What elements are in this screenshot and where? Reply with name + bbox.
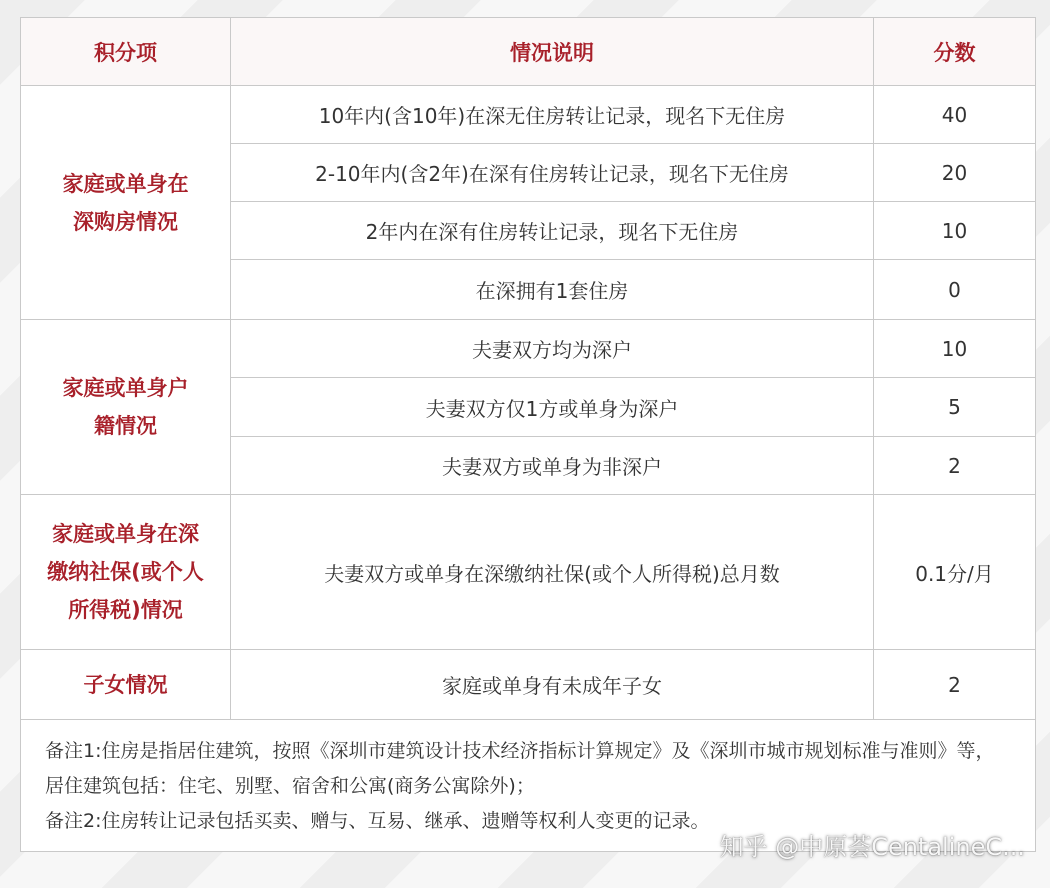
category-line: 籍情况 (94, 414, 157, 438)
row-score: 40 (874, 86, 1036, 144)
category-children (21, 650, 231, 720)
row-score: 0.1分/月 (874, 495, 1036, 650)
row-description: 夫妻双方或单身为非深户 (231, 437, 874, 495)
category-hukou (21, 320, 231, 495)
row-description: 在深拥有1套住房 (231, 260, 874, 320)
row-description: 家庭或单身有未成年子女 (231, 650, 874, 720)
row-score: 5 (874, 378, 1036, 437)
row-score: 2 (874, 650, 1036, 720)
row-description: 夫妻双方仅1方或单身为深户 (231, 378, 874, 437)
row-score: 0 (874, 260, 1036, 320)
row-score: 10 (874, 320, 1036, 378)
table-row (21, 495, 1036, 650)
category-line: 缴纳社保(或个人 (47, 560, 204, 584)
points-table (20, 17, 1036, 852)
row-description: 10年内(含10年)在深无住房转让记录，现名下无住房 (231, 86, 874, 144)
header-description: 情况说明 (231, 18, 874, 86)
table-header-row (21, 18, 1036, 86)
table-row (21, 650, 1036, 720)
category-line: 家庭或单身户 (62, 376, 189, 400)
row-description: 夫妻双方均为深户 (231, 320, 874, 378)
watermark: 知乎 @中原荟CentalineC... (719, 833, 1025, 861)
row-description: 夫妻双方或单身在深缴纳社保(或个人所得税)总月数 (231, 495, 874, 650)
category-line: 子女情况 (83, 672, 168, 697)
row-description: 2年内在深有住房转让记录，现名下无住房 (231, 202, 874, 260)
table-row (21, 320, 1036, 378)
row-score: 10 (874, 202, 1036, 260)
category-housing (21, 86, 231, 320)
category-line: 深购房情况 (73, 209, 178, 234)
category-line: 家庭或单身在 (62, 171, 189, 196)
note-1: 备注1:住房是指居住建筑，按照《深圳市建筑设计技术经济指标计算规定》及《深圳市城市规划标准与准则》等，居住建筑包括：住宅、别墅、宿舍和公寓(商务公寓除外)； (45, 740, 995, 797)
header-item: 积分项 (21, 18, 231, 86)
header-score: 分数 (874, 18, 1036, 86)
category-line: 家庭或单身在深 (52, 522, 199, 546)
table-row (21, 86, 1036, 144)
category-line: 所得税)情况 (68, 598, 183, 622)
category-social-security (21, 495, 231, 650)
note-2: 备注2:住房转让记录包括买卖、赠与、互易、继承、遗赠等权利人变更的记录。 (45, 810, 710, 832)
row-description: 2-10年内(含2年)在深有住房转让记录，现名下无住房 (231, 144, 874, 202)
row-score: 2 (874, 437, 1036, 495)
row-score: 20 (874, 144, 1036, 202)
